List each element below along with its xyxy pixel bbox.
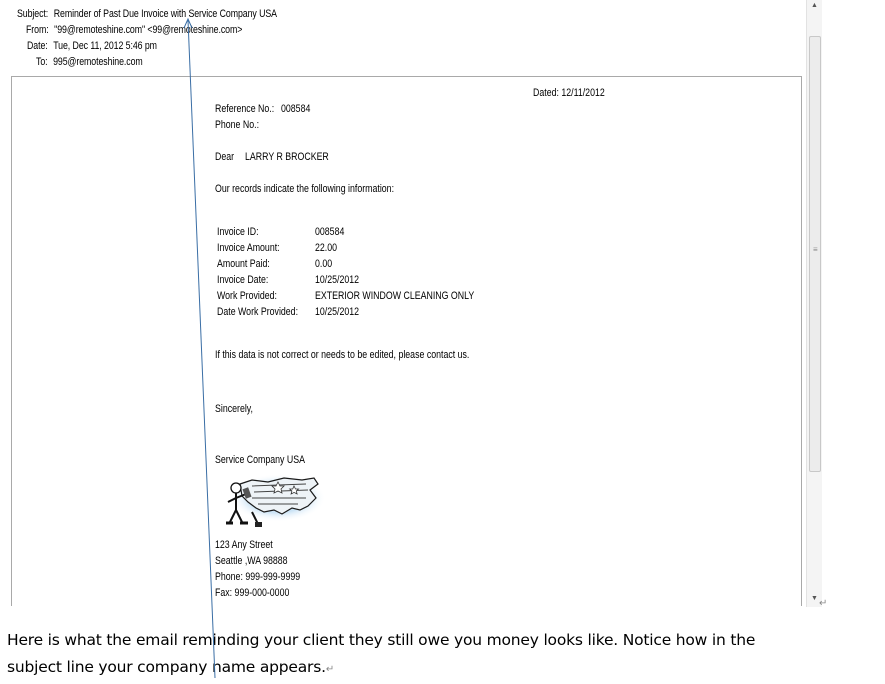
contact-note: If this data is not correct or needs to be edited, please contact us. [215,349,470,361]
greeting: Dear [215,151,235,163]
to-label: To: [36,56,48,68]
invoice-row-value: 0.00 [315,258,333,270]
dated-text: Dated: 12/11/2012 [533,87,605,99]
invoice-row-value: EXTERIOR WINDOW CLEANING ONLY [315,290,475,302]
caption-line1: Here is what the email reminding your client they still owe you money looks like. Notice how in the [7,631,756,649]
invoice-row-label: Invoice ID: [217,226,259,238]
date-value: Tue, Dec 11, 2012 5:46 pm [53,40,157,52]
invoice-row-label: Invoice Amount: [217,242,280,254]
subject-label: Subject: [17,8,49,20]
scroll-up-arrow-icon[interactable]: ▲ [811,2,818,9]
fax-line: Fax: 999-000-0000 [215,587,290,599]
recipient-name: LARRY R BROCKER [245,151,329,163]
date-label: Date: [27,40,48,52]
phone-line: Phone: 999-999-9999 [215,571,301,583]
phone-label: Phone No.: [215,119,260,131]
scroll-down-arrow-icon[interactable]: ▼ [811,595,818,602]
from-value: "99@remoteshine.com" <99@remoteshine.com> [54,24,243,36]
reference-label: Reference No.: [215,103,275,115]
grip-icon: ≡ [813,245,818,254]
paragraph-mark-icon: ↵ [325,664,335,675]
subject-value: Reminder of Past Due Invoice with Service Company USA [53,8,277,20]
reference-value: 008584 [281,103,311,115]
invoice-row-label: Work Provided: [217,290,277,302]
invoice-row-value: 10/25/2012 [315,274,360,286]
invoice-row-value: 10/25/2012 [315,306,360,318]
paragraph-mark-icon: ↵ [819,598,828,609]
address-line2: Seattle ,WA 98888 [215,555,288,567]
address-line1: 123 Any Street [215,539,273,551]
invoice-row-value: 008584 [315,226,345,238]
closing: Sincerely, [215,403,253,415]
invoice-row-value: 22.00 [315,242,338,254]
to-value: 995@remoteshine.com [53,56,143,68]
caption-line2: subject line your company name appears. [7,658,326,676]
invoice-row-label: Amount Paid: [217,258,270,270]
invoice-row-label: Invoice Date: [217,274,269,286]
from-label: From: [26,24,49,36]
company-name: Service Company USA [215,454,305,466]
invoice-row-label: Date Work Provided: [217,306,299,318]
intro-text: Our records indicate the following information: [215,183,395,195]
